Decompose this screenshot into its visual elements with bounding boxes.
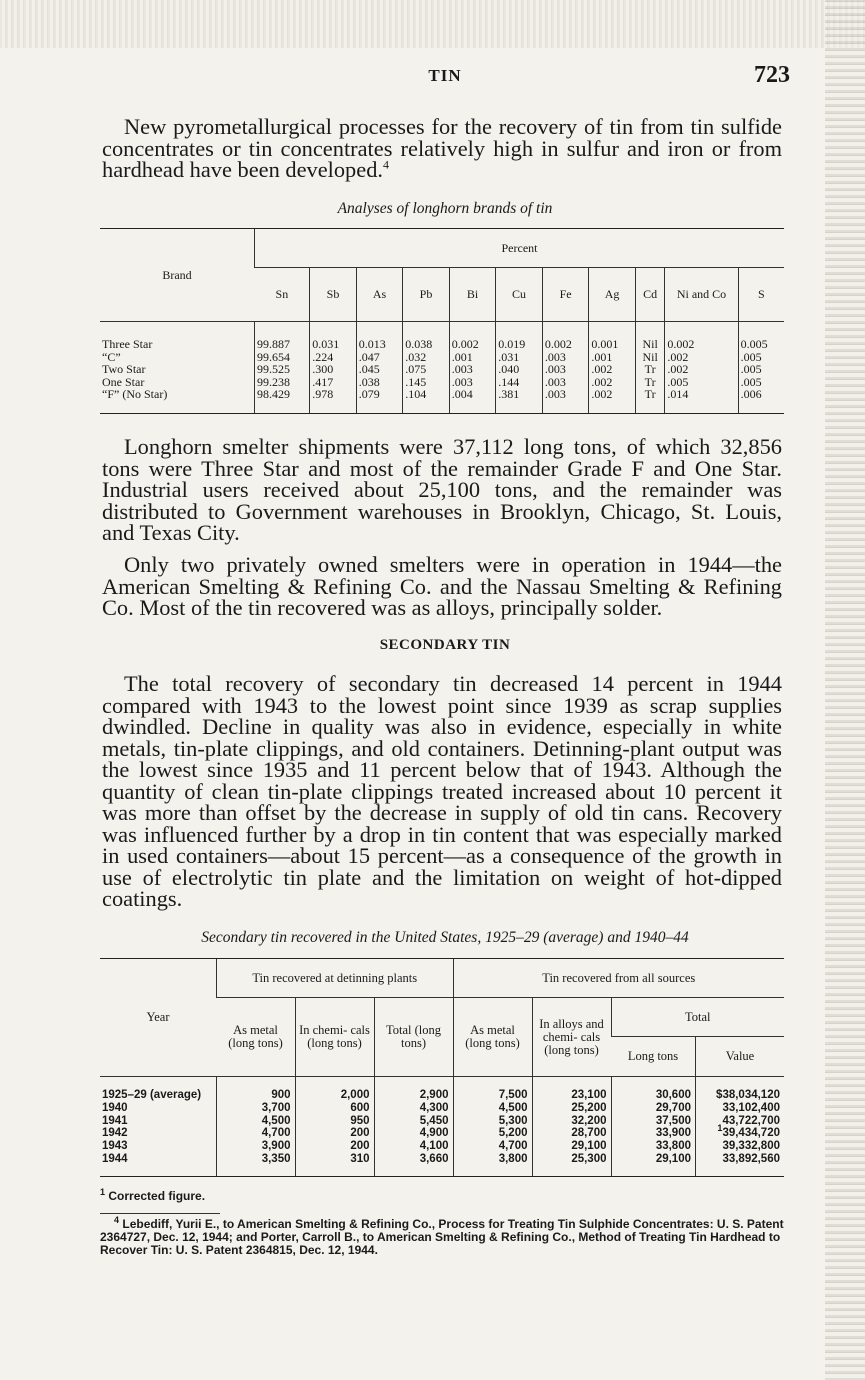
- table2-as-metal-all-cell: 4,500: [453, 1102, 532, 1115]
- value-text: 39,434,720: [722, 1127, 780, 1140]
- table2-long-tons-cell: 30,600: [611, 1077, 696, 1102]
- value-cell: .417: [310, 376, 357, 389]
- secondary-text: The total recovery of secondary tin decreased 14 percent in 1944 compared with 1943 to the lowest point since 1939 as scrap supplies dwindled. Decline in quality was also in evidence, especially in white metals, tin-plate clippings, and old containers. Detinning-plant output was the lowest since 1935 and 11 percent below that of 1943. Although the quantity of clean tin-plate clippings treated increased about 10 percent it was more than offset by the decrease in supply of old tin cans. Recovery was influenced further by a drop in tin content that was especially marked in used containers—about 15 percent—as a consequence of the growth in use of electrolytic tin plate and the limitation on weight of hot-dipped coatings.: [102, 671, 782, 911]
- value-cell: .005: [738, 363, 784, 376]
- footnote-corrected: [100, 1187, 784, 1203]
- value-cell: .224: [310, 351, 357, 364]
- value-cell: 0.001: [589, 322, 636, 351]
- table2-as-metal-all-cell: 4,700: [453, 1140, 532, 1153]
- footnote-patent-text: Lebediff, Yurii E., to American Smelting & Refining Co., Process for Treating Tin Sulphide Concentrates: U. S. Patent 2364727, Dec. 12, 1944; and Porter, Carroll B., to American Smelting & Refining Co., Method of Treating Tin Hardhead to Recover Tin: U. S. Patent 2364815, Dec. 12, 1944.: [100, 1217, 784, 1257]
- brand-header: Brand: [100, 229, 255, 322]
- intro-paragraph: [102, 116, 782, 181]
- col-as-metal-all: As metal (long tons): [453, 998, 532, 1077]
- longhorn-analyses-table: [100, 228, 784, 414]
- table2-total-detin-cell: 4,300: [374, 1102, 453, 1115]
- table2-long-tons-cell: 37,500: [611, 1115, 696, 1128]
- scan-noise-top: [0, 0, 865, 48]
- detinning-header: Tin recovered at detinning plants: [217, 959, 454, 998]
- table2-as-metal-all-cell: 7,500: [453, 1077, 532, 1102]
- table1-col-0: Sn: [255, 268, 310, 322]
- value-cell: .005: [738, 376, 784, 389]
- table2-row: [100, 1115, 784, 1128]
- value-cell: Tr: [635, 388, 665, 413]
- year-header: Year: [100, 959, 217, 1077]
- table2-row: [100, 1127, 784, 1140]
- table2-in-alloys-cell: 25,200: [532, 1102, 611, 1115]
- value-cell: .104: [403, 388, 450, 413]
- value-cell: .040: [496, 363, 543, 376]
- value-cell: .003: [449, 376, 496, 389]
- table2-value-cell: 33,892,560: [696, 1153, 785, 1176]
- table2-as-metal-cell: 4,700: [217, 1127, 296, 1140]
- value-cell: .978: [310, 388, 357, 413]
- value-cell: .003: [542, 376, 589, 389]
- total-header: Total: [611, 998, 784, 1037]
- table1-col-4: Bi: [449, 268, 496, 322]
- col-in-chemicals: In chemi- cals (long tons): [295, 998, 374, 1077]
- table2-row: [100, 1153, 784, 1176]
- table2-in-alloys-cell: 23,100: [532, 1077, 611, 1102]
- table2-as-metal-cell: 4,500: [217, 1115, 296, 1128]
- brand-cell: “C”: [102, 349, 121, 364]
- footnote-patent-mark: 4: [114, 1215, 120, 1225]
- value-cell: 99.654: [255, 351, 310, 364]
- value-cell: 0.005: [738, 322, 784, 351]
- value-cell: .045: [356, 363, 403, 376]
- brand-cell: Three Star: [102, 337, 153, 351]
- value-cell: 0.019: [496, 322, 543, 351]
- table2-year-cell: 1940: [102, 1101, 128, 1114]
- table2-year-cell: 1943: [102, 1140, 128, 1153]
- value-cell: 0.002: [449, 322, 496, 351]
- brand-cell: Two Star: [102, 362, 146, 377]
- all-sources-header: Tin recovered from all sources: [453, 959, 784, 998]
- table2-total-detin-cell: 2,900: [374, 1077, 453, 1102]
- table1-col-6: Fe: [542, 268, 589, 322]
- value-cell: .001: [589, 351, 636, 364]
- value-cell: .075: [403, 363, 450, 376]
- col-total-detin: Total (long tons): [374, 998, 453, 1077]
- table2-row: [100, 1102, 784, 1115]
- value-cell: .005: [738, 351, 784, 364]
- table2-as-metal-cell: 3,700: [217, 1102, 296, 1115]
- value-cell: .002: [589, 388, 636, 413]
- footnote-corrected-text: Corrected figure.: [108, 1189, 206, 1203]
- value-cell: .300: [310, 363, 357, 376]
- table2-row: [100, 1140, 784, 1153]
- table2-long-tons-cell: 29,700: [611, 1102, 696, 1115]
- table2-in-chemicals-cell: 600: [295, 1102, 374, 1115]
- value-cell: .079: [356, 388, 403, 413]
- value-cell: .003: [542, 388, 589, 413]
- table2-in-chemicals-cell: 200: [295, 1140, 374, 1153]
- table2-in-alloys-cell: 25,300: [532, 1153, 611, 1176]
- table1-col-2: As: [356, 268, 403, 322]
- smelters-text: Only two privately owned smelters were in operation in 1944—the American Smelting & Refining Co. and the Nassau Smelting & Refining Co. Most of the tin recovered was as alloys, principally solder.: [102, 552, 782, 620]
- table2-value-cell: 43,722,700: [696, 1115, 785, 1128]
- col-value: Value: [696, 1037, 785, 1077]
- intro-text: New pyrometallurgical processes for the recovery of tin from tin sulfide concentrates or tin concentrates relatively high in sulfur and iron or from hardhead have been developed.: [102, 114, 782, 182]
- value-cell: 99.238: [255, 376, 310, 389]
- value-cell: .001: [449, 351, 496, 364]
- value-cell: .031: [496, 351, 543, 364]
- table1-row: [100, 363, 784, 376]
- table2-year-cell: 1942: [102, 1127, 128, 1140]
- page-header: [100, 62, 790, 94]
- table2-total-detin-cell: 3,660: [374, 1153, 453, 1176]
- col-long-tons: Long tons: [611, 1037, 696, 1077]
- value-cell: .144: [496, 376, 543, 389]
- value-cell: .145: [403, 376, 450, 389]
- value-cell: .032: [403, 351, 450, 364]
- corrected-mark: 1: [717, 1123, 723, 1134]
- value-cell: .047: [356, 351, 403, 364]
- table2-year-cell: 1944: [100, 1153, 217, 1176]
- value-cell: Nil: [635, 322, 665, 351]
- table2-year-cell: 1941: [102, 1114, 128, 1127]
- value-cell: 99.525: [255, 363, 310, 376]
- value-cell: 99.887: [255, 322, 310, 351]
- value-cell: .381: [496, 388, 543, 413]
- table1-col-7: Ag: [589, 268, 636, 322]
- value-cell: .003: [542, 363, 589, 376]
- table2-in-chemicals-cell: 2,000: [295, 1077, 374, 1102]
- table1-col-9: Ni and Co: [665, 268, 738, 322]
- table1-col-10: S: [738, 268, 784, 322]
- table2-as-metal-all-cell: 3,800: [453, 1153, 532, 1176]
- table2-long-tons-cell: 33,800: [611, 1140, 696, 1153]
- table2-as-metal-all-cell: 5,200: [453, 1127, 532, 1140]
- smelters-paragraph: [102, 554, 782, 619]
- value-cell: .002: [589, 376, 636, 389]
- table2-total-detin-cell: 4,100: [374, 1140, 453, 1153]
- value-cell: .002: [589, 363, 636, 376]
- table2-total-detin-cell: 5,450: [374, 1115, 453, 1128]
- table2-value-cell: $38,034,120: [696, 1077, 785, 1102]
- table2-total-detin-cell: 4,900: [374, 1127, 453, 1140]
- value-cell: .005: [665, 376, 738, 389]
- brand-cell: One Star: [102, 374, 145, 389]
- value-cell: .002: [665, 363, 738, 376]
- value-cell: 0.031: [310, 322, 357, 351]
- table2-in-chemicals-cell: 200: [295, 1127, 374, 1140]
- table1-col-8: Cd: [635, 268, 665, 322]
- table1-col-3: Pb: [403, 268, 450, 322]
- col-as-metal: As metal (long tons): [217, 998, 296, 1077]
- value-cell: .014: [665, 388, 738, 413]
- intro-footnote-ref: 4: [383, 157, 389, 172]
- footnote-corrected-mark: 1: [100, 1187, 106, 1197]
- col-in-alloys: In alloys and chemi- cals (long tons): [532, 998, 611, 1077]
- secondary-paragraph: [102, 673, 782, 910]
- table2-value-cell: 39,332,800: [696, 1140, 785, 1153]
- table2-value-cell: 33,102,400: [696, 1102, 785, 1115]
- value-cell: .004: [449, 388, 496, 413]
- table1-row: [100, 322, 784, 351]
- value-cell: 0.038: [403, 322, 450, 351]
- table2-as-metal-cell: 3,900: [217, 1140, 296, 1153]
- table2-year-cell: 1925–29 (average): [102, 1089, 202, 1101]
- value-cell: .006: [738, 388, 784, 413]
- table2-in-chemicals-cell: 310: [295, 1153, 374, 1176]
- value-cell: .002: [665, 351, 738, 364]
- table2-in-alloys-cell: 32,200: [532, 1115, 611, 1128]
- section-heading: SECONDARY TIN: [379, 637, 511, 653]
- value-cell: 0.002: [542, 322, 589, 351]
- page-number: 723: [754, 62, 790, 88]
- value-cell: 0.002: [665, 322, 738, 351]
- table2-in-chemicals-cell: 950: [295, 1115, 374, 1128]
- table2-row: [100, 1077, 784, 1102]
- table1-col-5: Cu: [496, 268, 543, 322]
- table1-caption: Analyses of longhorn brands of tin: [337, 200, 553, 217]
- table1-row: [100, 388, 784, 413]
- running-title: TIN: [428, 66, 462, 85]
- value-cell: .003: [542, 351, 589, 364]
- value-cell: .038: [356, 376, 403, 389]
- table2-in-alloys-cell: 29,100: [532, 1140, 611, 1153]
- value-cell: .003: [449, 363, 496, 376]
- footnote-rule: [100, 1213, 220, 1214]
- shipments-text: Longhorn smelter shipments were 37,112 long tons, of which 32,856 tons were Three Star and most of the remainder Grade F and One Star. Industrial users received about 25,100 tons, and the remainder was distributed to Government warehouses in Brooklyn, Chicago, St. Louis, and Texas City.: [102, 434, 782, 545]
- table2-caption: Secondary tin recovered in the United States, 1925–29 (average) and 1940–44: [201, 929, 689, 946]
- percent-header: Percent: [255, 229, 785, 268]
- value-cell: 0.013: [356, 322, 403, 351]
- table2-as-metal-cell: 3,350: [217, 1153, 296, 1176]
- table2-long-tons-cell: 29,100: [611, 1153, 696, 1176]
- table2-as-metal-all-cell: 5,300: [453, 1115, 532, 1128]
- value-cell: Tr: [635, 376, 665, 389]
- table2-long-tons-cell: 33,900: [611, 1127, 696, 1140]
- scan-noise-right: [825, 0, 865, 1380]
- table1-col-1: Sb: [310, 268, 357, 322]
- table2-value-cell: [696, 1123, 785, 1140]
- shipments-paragraph: [102, 436, 782, 544]
- table2-in-alloys-cell: 28,700: [532, 1127, 611, 1140]
- value-cell: 98.429: [255, 388, 310, 413]
- value-cell: Nil: [635, 351, 665, 364]
- footnote-patent: [100, 1215, 784, 1257]
- secondary-tin-table: [100, 958, 784, 1177]
- table2-as-metal-cell: 900: [217, 1077, 296, 1102]
- brand-cell: “F” (No Star): [100, 388, 255, 413]
- value-cell: Tr: [635, 363, 665, 376]
